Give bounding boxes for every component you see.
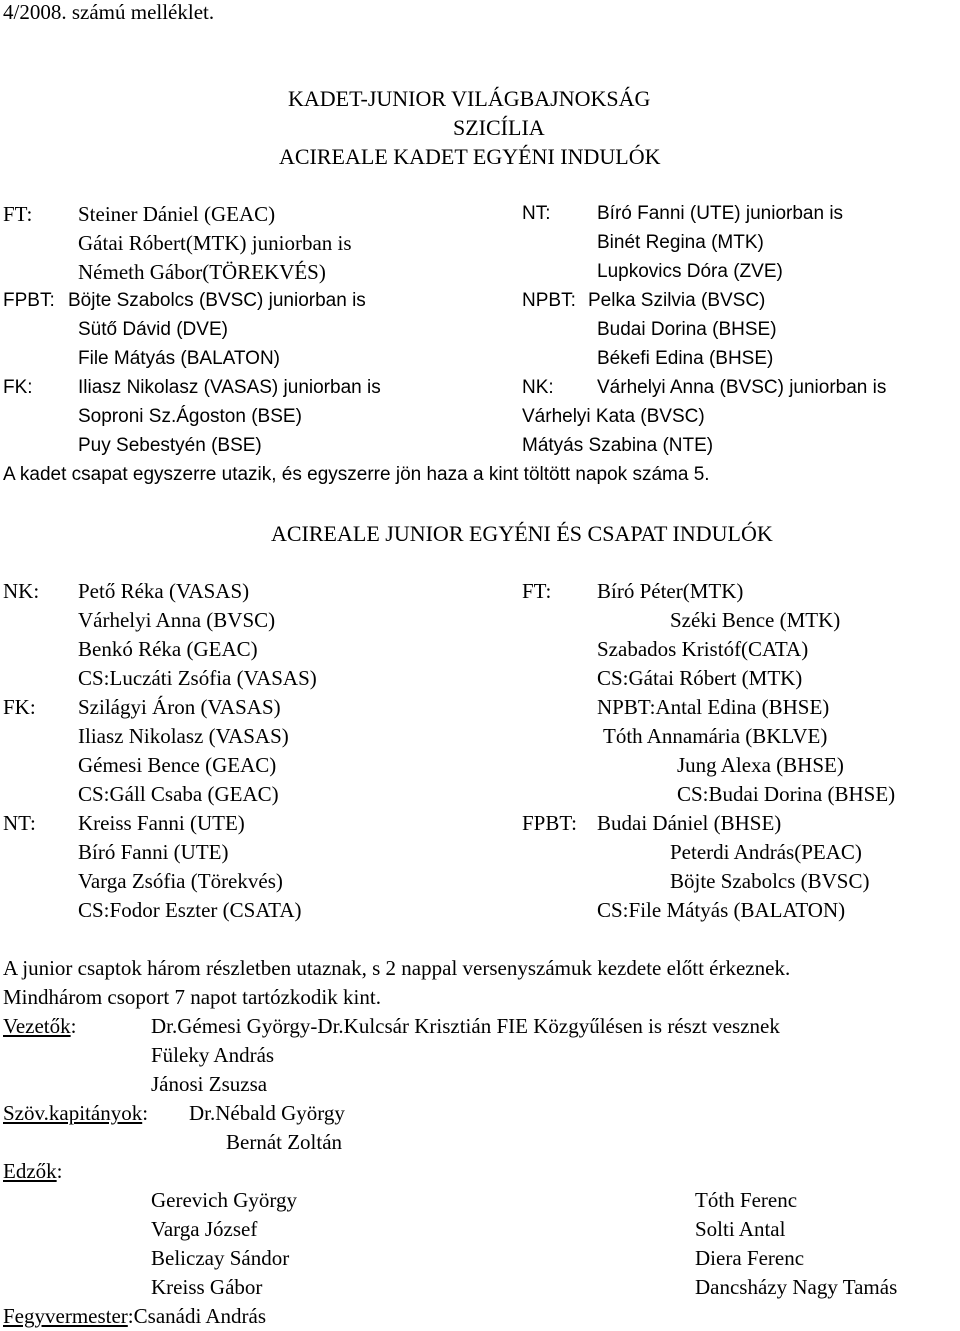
junior-fpbt-3: Böjte Szabolcs (BVSC) xyxy=(670,869,870,893)
junior-nt-1: Kreiss Fanni (UTE) xyxy=(78,811,245,835)
junior-ft-3: Szabados Kristóf(CATA) xyxy=(597,637,809,661)
kadet-fpbt-2: Sütő Dávid (DVE) xyxy=(78,319,228,340)
junior-fk-1: Szilágyi Áron (VASAS) xyxy=(78,695,281,719)
kadet-fk-3: Puy Sebestyén (BSE) xyxy=(78,435,262,456)
junior-nk-4: CS:Luczáti Zsófia (VASAS) xyxy=(78,666,317,690)
coach-right-2: Solti Antal xyxy=(695,1217,786,1241)
leaders-label xyxy=(3,1016,76,1037)
leaders-label-text: Vezetők xyxy=(3,1014,71,1038)
junior-npbt-1: NPBT:Antal Edina (BHSE) xyxy=(597,695,830,719)
coach-right-4: Dancsházy Nagy Tamás xyxy=(695,1275,898,1299)
junior-ft-2: Széki Bence (MTK) xyxy=(670,608,841,632)
junior-ft-label: FT: xyxy=(522,579,552,603)
coach-left-4: Kreiss Gábor xyxy=(151,1275,263,1299)
junior-fpbt-1: Budai Dániel (BHSE) xyxy=(597,811,782,835)
junior-fk-2: Iliasz Nikolasz (VASAS) xyxy=(78,724,289,748)
captain-1: Dr.Nébald György xyxy=(189,1101,345,1125)
junior-fpbt-label: FPBT: xyxy=(522,811,577,835)
kadet-ft-2: Gátai Róbert(MTK) juniorban is xyxy=(78,231,352,255)
kadet-nk-1: Várhelyi Anna (BVSC) juniorban is xyxy=(597,377,887,398)
junior-nt-2: Bíró Fanni (UTE) xyxy=(78,840,229,864)
leader-2: Füleky András xyxy=(151,1043,275,1067)
leaders-label-colon: : xyxy=(70,1014,77,1038)
armorer-name: Csanádi András xyxy=(133,1304,267,1328)
kadet-ft-3: Németh Gábor(TÖREKVÉS) xyxy=(78,260,326,284)
junior-ft-4: CS:Gátai Róbert (MTK) xyxy=(597,666,803,690)
coach-left-2: Varga József xyxy=(151,1217,258,1241)
kadet-nt-2: Binét Regina (MTK) xyxy=(597,232,764,253)
coaches-label xyxy=(3,1161,63,1182)
leader-3: Jánosi Zsuzsa xyxy=(151,1072,268,1096)
annex-label: 4/2008. számú melléklet. xyxy=(3,0,215,24)
kadet-note: A kadet csapat egyszerre utazik, és egyszerre jön haza a kint töltött napok száma 5. xyxy=(3,464,710,485)
junior-fpbt-4: CS:File Mátyás (BALATON) xyxy=(597,898,846,922)
junior-npbt-2: Tóth Annamária (BKLVE) xyxy=(603,724,828,748)
kadet-fk-1: Iliasz Nikolasz (VASAS) juniorban is xyxy=(78,377,381,398)
kadet-npbt-1: Pelka Szilvia (BVSC) xyxy=(588,290,766,311)
kadet-nk-label: NK: xyxy=(522,377,554,398)
junior-fk-3: Gémesi Bence (GEAC) xyxy=(78,753,277,777)
captain-2: Bernát Zoltán xyxy=(226,1130,343,1154)
kadet-nk-3: Mátyás Szabina (NTE) xyxy=(522,435,714,456)
coach-left-1: Gerevich György xyxy=(151,1188,297,1212)
coach-right-3: Diera Ferenc xyxy=(695,1246,805,1270)
junior-fpbt-2: Peterdi András(PEAC) xyxy=(670,840,862,864)
captains-label-text: Szöv.kapitányok xyxy=(3,1101,143,1125)
kadet-ft-label: FT: xyxy=(3,202,33,226)
armorer-line xyxy=(3,1306,266,1327)
championship-title: KADET-JUNIOR VILÁGBAJNOKSÁG xyxy=(288,86,651,111)
travel-note-2: Mindhárom csoport 7 napot tartózkodik kint. xyxy=(3,985,381,1009)
coach-left-3: Beliczay Sándor xyxy=(151,1246,290,1270)
kadet-npbt-2: Budai Dorina (BHSE) xyxy=(597,319,777,340)
junior-nk-label: NK: xyxy=(3,579,40,603)
kadet-nk-2: Várhelyi Kata (BVSC) xyxy=(522,406,705,427)
junior-npbt-3: Jung Alexa (BHSE) xyxy=(677,753,844,777)
kadet-nt-1: Bíró Fanni (UTE) juniorban is xyxy=(597,203,844,224)
captains-label-colon: : xyxy=(142,1101,149,1125)
location-title: SZICÍLIA xyxy=(453,115,545,140)
kadet-fpbt-label: FPBT: xyxy=(3,290,55,311)
travel-note-1: A junior csaptok három részletben utaznak, s 2 nappal versenyszámuk kezdete előtt érkeznek. xyxy=(3,956,791,980)
junior-nt-3: Varga Zsófia (Törekvés) xyxy=(78,869,283,893)
junior-nt-4: CS:Fodor Eszter (CSATA) xyxy=(78,898,302,922)
junior-nk-1: Pető Réka (VASAS) xyxy=(78,579,250,603)
junior-nk-3: Benkó Réka (GEAC) xyxy=(78,637,258,661)
kadet-section-title: ACIREALE KADET EGYÉNI INDULÓK xyxy=(279,144,661,169)
armorer-colon: : xyxy=(127,1304,134,1328)
junior-fk-label: FK: xyxy=(3,695,36,719)
kadet-nt-label: NT: xyxy=(522,203,551,224)
junior-npbt-4: CS:Budai Dorina (BHSE) xyxy=(677,782,896,806)
coach-right-1: Tóth Ferenc xyxy=(695,1188,798,1212)
kadet-fk-2: Soproni Sz.Ágoston (BSE) xyxy=(78,406,302,427)
kadet-fpbt-1: Böjte Szabolcs (BVSC) juniorban is xyxy=(68,290,366,311)
junior-nt-label: NT: xyxy=(3,811,36,835)
kadet-nt-3: Lupkovics Dóra (ZVE) xyxy=(597,261,783,282)
kadet-fk-label: FK: xyxy=(3,377,33,398)
kadet-ft-1: Steiner Dániel (GEAC) xyxy=(78,202,276,226)
kadet-fpbt-3: File Mátyás (BALATON) xyxy=(78,348,281,369)
junior-nk-2: Várhelyi Anna (BVSC) xyxy=(78,608,276,632)
armorer-label: Fegyvermester xyxy=(3,1304,128,1328)
coaches-label-colon: : xyxy=(56,1159,63,1183)
kadet-npbt-3: Békefi Edina (BHSE) xyxy=(597,348,774,369)
junior-fk-4: CS:Gáll Csaba (GEAC) xyxy=(78,782,279,806)
junior-section-title: ACIREALE JUNIOR EGYÉNI ÉS CSAPAT INDULÓK xyxy=(271,521,773,546)
coaches-label-text: Edzők xyxy=(3,1159,57,1183)
junior-ft-1: Bíró Péter(MTK) xyxy=(597,579,744,603)
leader-1: Dr.Gémesi György-Dr.Kulcsár Krisztián FIE Közgyűlésen is részt vesznek xyxy=(151,1014,780,1038)
kadet-npbt-label: NPBT: xyxy=(522,290,576,311)
captains-label xyxy=(3,1103,148,1124)
